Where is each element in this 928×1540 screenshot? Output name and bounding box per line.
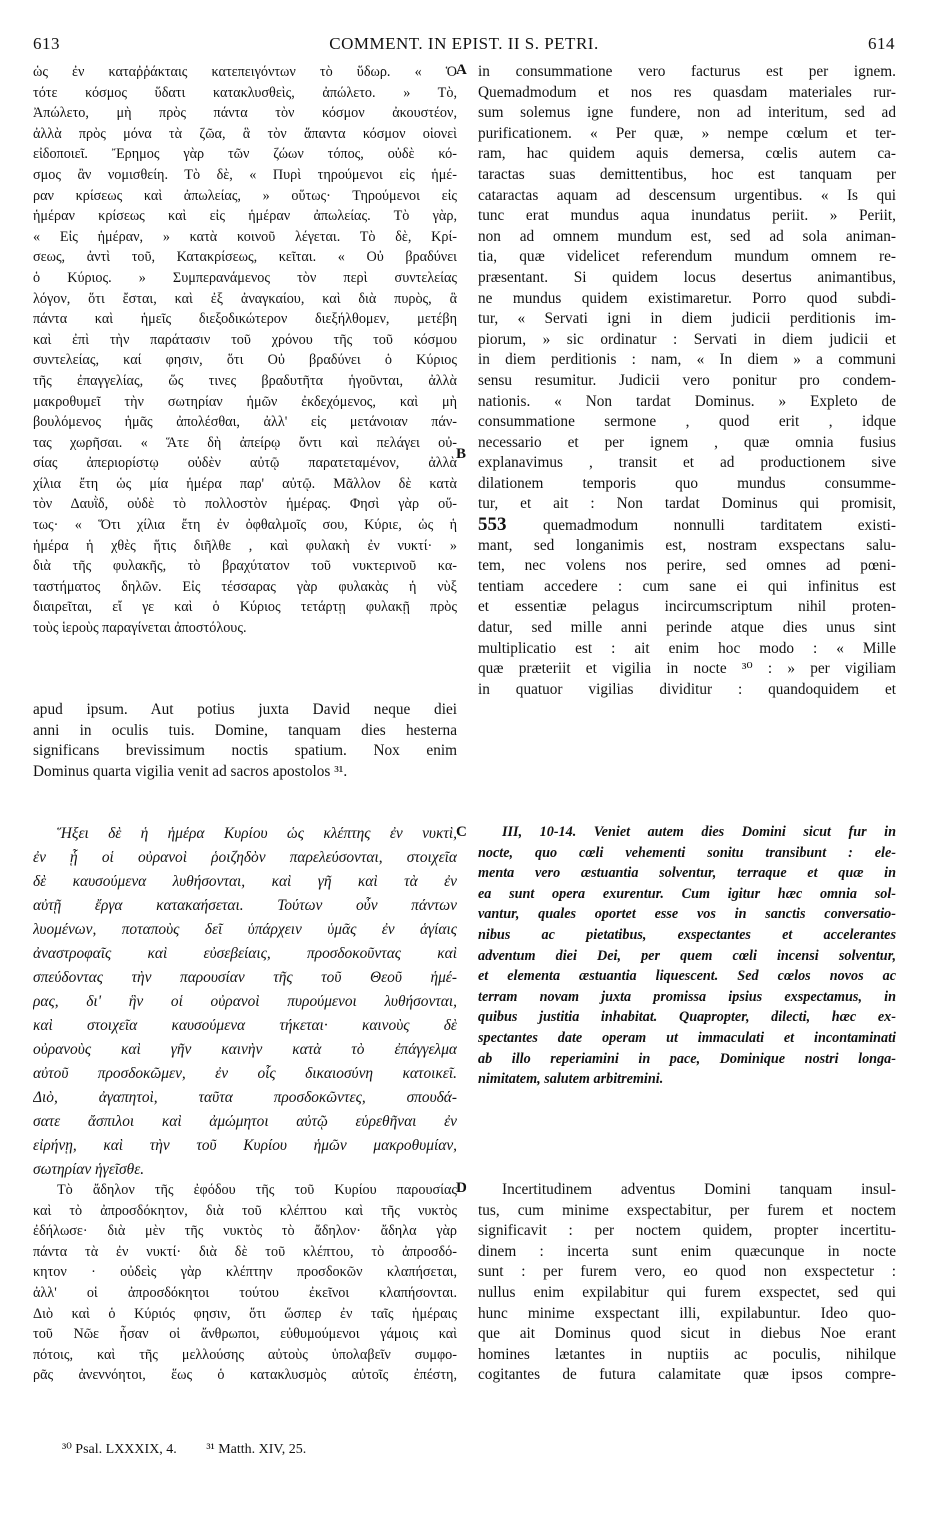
margin-letter-c: C <box>456 824 467 840</box>
text-line: in quatuor vigilias dividitur : quandoquidem et <box>478 680 896 698</box>
text-line: 553 quemadmodum nonnulli tarditatem existi- <box>478 515 896 536</box>
text-line: αὐτοῦ προσδοκῶμεν, ἐν οἷς δικαιοσύνη κατοικεῖ. <box>33 1065 457 1082</box>
text-line: significavit : per noctem quidem, propter incertitu- <box>478 1222 896 1240</box>
text-line: Ἥξει δὲ ἡ ἡμέρα Κυρίου ὡς κλέπτης ἐν νυκτὶ, <box>57 825 457 842</box>
text-line: tus, cum minime exspectabitur, per furem et noctem <box>478 1201 896 1219</box>
text-line: πάντα καὶ ἡμεῖς διεξοδικώτερον διεξήλθομεν, μετέβη <box>33 311 457 328</box>
greek-block-c <box>33 822 457 1182</box>
text-line: καὶ στοιχεῖα καυσούμενα τήκεται· καινοὺς δὲ <box>33 1017 457 1034</box>
text-line: ne mundus quidem existimaretur. Porro quod subdi- <box>478 289 896 307</box>
page-number-right: 614 <box>868 34 895 53</box>
text-line: Dominus quarta vigilia venit ad sacros apostolos ³¹. <box>33 762 348 780</box>
text-line: τὸν Δαυῒδ, οὐδὲ τὸ πολλοστὸν ἡμέρας. Φησὶ γὰρ οὕ- <box>33 496 457 513</box>
text-line: quæ præteriit et vigilia in nocte ³⁰ : » per vigiliam <box>478 660 896 678</box>
text-line: significans brevissimum noctis spatium. Nox enim <box>33 742 457 760</box>
greek-block-a <box>33 62 457 639</box>
text-line: in diem perditionis : nam, « In diem » a communi <box>478 351 896 369</box>
text-line: nullus enim expilabitur qui furem exspectet, sed qui <box>478 1283 896 1301</box>
text-line: σμος ἂν νομισθείη. Τὸ δὲ, « Πυρὶ τηρούμενοι εἰς ἡμέ- <box>33 166 457 183</box>
text-line: σπεύδοντας τὴν παρουσίαν τῆς τοῦ Θεοῦ ἡμέ- <box>33 969 457 986</box>
text-line: cogitantes de futura calamitate quæ ipsos compre- <box>478 1366 896 1384</box>
text-line: ea sunt opera exurentur. Cum igitur hæc omnia sol- <box>478 885 896 902</box>
text-line: purificationem. « Per quæ, » nempe cœlum et ter- <box>478 124 896 142</box>
text-line: sum solemus igne fundere, non ad interitum, sed ad <box>478 104 896 122</box>
text-line: ἀλλὰ πρὸς μόνα τὰ ζῶα, ἃ τὸν ἅπαντα κόσμον οἱονεὶ <box>33 125 457 142</box>
text-line: οὐρανοὺς καὶ γῆν καινὴν κατὰ τὸ ἐπάγγελμα <box>33 1041 457 1058</box>
text-line: et essentiæ pelagus incircumscriptum nihil proten- <box>478 598 896 616</box>
text-line: « Εἰς ἡμέραν, » κατὰ κοινοῦ λέγεται. Τὸ δὲ, Κρί- <box>33 228 457 245</box>
text-line: ἐν ᾗ οἱ οὐρανοὶ ῥοιζηδὸν παρελεύσονται, στοιχεῖα <box>33 849 457 866</box>
text-line: ἡμέρα ἡ χθὲς ἥτις διῆλθε , καὶ φυλακὴ ἐν νυκτί· » <box>33 537 457 554</box>
text-line: ὡς ἐν καταῤῥάκταις κατεπειγόντων τὸ ὕδωρ. « Ὁ <box>33 64 457 80</box>
text-line: σίας ἀπεριορίστῳ οὐδὲν αὐτῷ παρατεταμένον, ἀλλὰ <box>33 455 457 472</box>
text-line: tunc erat mundus aqua inundatus periit. » Periit, <box>478 207 896 225</box>
text-line: ἐδήλωσε· διὰ μὲν τῆς νυκτὸς τὸ ἄδηλον· ἄδηλα γὰρ <box>33 1223 457 1240</box>
text-line: piorum, » sic ordinatur : Servati in diem judicii et <box>478 330 896 348</box>
text-line: τῆς ἐπαγγελίας, ὥς τινες βραδυτῆτα ἡγοῦνται, ἀλλὰ <box>33 372 457 389</box>
text-line: ὁ Κύριος. » Συμπερανάμενος τὸν περὶ συντελείας <box>33 269 457 286</box>
text-line: συντελείας, καί φησιν, ὅτι Οὐ βραδύνει ὁ Κύριος <box>33 352 457 369</box>
text-line: vantur, quales oportet esse vos in sanctis conversatio- <box>478 906 896 923</box>
text-line: menta vero æstuantia solventur, terraque et quæ in <box>478 865 896 882</box>
text-line: διὰ τῆς φυλακῆς, τὸ βραχύτατον τοῦ νυκτερινοῦ κα- <box>33 558 457 575</box>
text-line: terram novam juxta promissa ipsius exspectamus, in <box>478 988 896 1005</box>
text-line: præsentant. Si quidem locus desertus animantibus, <box>478 268 896 286</box>
text-line: τότε κόσμος ὕδατι κατακλυσθεὶς, ἀπώλετο. » Τὸ, <box>33 84 457 101</box>
text-line: adventum diei Dei, per quem cœli incensi solventur, <box>478 947 896 964</box>
text-line: δὲ καυσούμενα λυθήσονται, καὶ γῆ καὶ τὰ ἐν <box>33 873 457 890</box>
margin-letter-d: D <box>456 1180 467 1196</box>
text-line: λόγον, ὅτι ἔσται, καὶ ἐξ ἀναγκαίου, καὶ διὰ πυρὸς, ἃ <box>33 290 457 307</box>
text-line: tur, « Servati igni in diem judicii perditionis im- <box>478 310 896 328</box>
text-line: τως· « Ὅτι χίλια ἔτη ἐν ὀφθαλμοῖς σου, Κύριε, ὡς ἡ <box>33 517 457 534</box>
text-line: καὶ τὸ ἀπροσδόκητον, διὰ τοῦ κλέπτου καὶ τῆς νυκτὸς <box>33 1202 457 1219</box>
text-line: χίλια ἔτη ὡς μία ἡμέρα παρ' αὐτῷ. Μᾶλλον δὲ κατὰ <box>33 475 457 492</box>
text-line: necessario et per ignem , quæ omnia fusius <box>478 433 896 451</box>
text-line: anni in oculis tuis. Domine, tanquam dies hesterna <box>33 721 457 739</box>
running-header <box>33 34 895 56</box>
text-line: ἀναστροφαῖς καὶ εὐσεβείαις, προσδοκοῦντας καὶ <box>33 945 457 962</box>
text-line: Τὸ ἄδηλον τῆς ἐφόδου τῆς τοῦ Κυρίου παρουσίας <box>57 1182 457 1198</box>
text-line: dilationem temporis quo mundus consumme- <box>478 474 896 492</box>
text-line: ρᾶς ἀνεννόητοι, ἕως ὁ κατακλυσμὸς αὐτοῖς ἐπέστη, <box>33 1367 457 1384</box>
text-line: non ad omnem mundum est, sed ad sola animan- <box>478 227 896 245</box>
column-number: 553 <box>478 515 543 536</box>
text-line: αὐτῇ ἔργα κατακαήσεται. Τούτων οὖν πάντων <box>33 897 457 914</box>
text-line: nibus ac pietatibus, exspectantes et accelerantes <box>478 926 896 943</box>
text-line: apud ipsum. Aut potius juxta David neque diei <box>33 701 457 718</box>
text-line: dinem : incerta sunt enim quæcunque in nocte <box>478 1242 896 1260</box>
text-line: que ait Dominus quod sicut in diebus Noe erant <box>478 1325 896 1343</box>
text-line: hunc minime exspectant illi, expilabuntur. Ideo quo- <box>478 1304 896 1322</box>
text-line: tia, quæ videlicet referendum mundum omnem re- <box>478 248 896 266</box>
latin-block-a-right <box>478 62 896 700</box>
text-line: consummatione sermone , quod erit , idque <box>478 413 896 431</box>
text-line: quibus justitia inhabitat. Quapropter, dilecti, hæc ex- <box>478 1009 896 1026</box>
text-line: μακροθυμεῖ τὴν σωτηρίαν ἡμῶν ἐκδεχόμενος, καὶ μὴ <box>33 393 457 410</box>
text-line: καὶ ἐπὶ τὴν παράτασιν τοῦ χρόνου τῆς τοῦ κόσμου <box>33 331 457 348</box>
text-line: nocte, quo cœli vehementi sonitu transibunt : ele- <box>478 844 896 861</box>
text-line: nationis. « Non tardat Dominus. » Expleto de <box>478 392 896 410</box>
text-line: tentiam accedere : cum sane ei qui infinitus est <box>478 577 896 595</box>
margin-letter-a: A <box>456 62 467 78</box>
text-line: ab illo reperiamini in pace, Dominique nostri longa- <box>478 1050 896 1067</box>
page-number-left: 613 <box>33 34 60 53</box>
text-line: σωτηρίαν ἡγεῖσθε. <box>33 1161 145 1178</box>
text-line: τας χωρῆσαι. « Ἅτε δὴ ἀπείρῳ ὄντι καὶ πελάγει οὐ- <box>33 434 457 451</box>
latin-block-a-left <box>33 700 457 782</box>
text-line: multiplicatio est : ait enim hoc modo : « Mille <box>478 639 896 657</box>
text-line: explanavimus , transit et ad productionem sive <box>478 454 896 472</box>
text-line: homines lætantes in nuptiis ac poculis, nihilque <box>478 1345 896 1363</box>
text-line: ἀλλ' οἱ ἀπροσδόκητοι τούτου ἐκεῖνοι κλαπήσονται. <box>33 1284 457 1301</box>
text-line: βουλόμενος ἡμᾶς ἀπολέσθαι, ἀλλ' εἰς μετάνοιαν πάν- <box>33 414 457 431</box>
text-line: διαιρεῖται, εἴ γε καὶ ὁ Κύριος τετάρτῃ φυλακῇ πρὸς <box>33 599 457 616</box>
text-line: ἡμέραν κρίσεως καὶ εἰς ἡμέραν ἀπωλείας. Τὸ γὰρ, <box>33 208 457 225</box>
latin-block-c <box>478 822 896 1090</box>
footnote-30: ³⁰ Psal. LXXXIX, 4. <box>62 1442 177 1457</box>
footnotes <box>62 1441 332 1458</box>
text-line: ram, hac quidem aquis demersa, cœlis autem ca- <box>478 145 896 163</box>
text-line: taractas suas demittentibus, hoc est tanquam per <box>478 165 896 183</box>
text-line: πάντα τὰ ἐν νυκτί· διὰ δὲ τοῦ κλέπτου, τὸ ἀπροσδό- <box>33 1243 457 1260</box>
text-line: Διὸ καὶ ὁ Κύριός φησιν, ὅτι ὥσπερ ἐν ταῖς ἡμέραις <box>33 1305 457 1322</box>
text-line: tem, nec volens nos perire, sed omnes ad pœni- <box>478 557 896 575</box>
text-line: tur, et ait : Non tardat Dominus qui promisit, <box>478 495 896 513</box>
text-line: κητον · οὐδεὶς γὰρ κλέπτην προσδοκῶν κλαπήσεται, <box>33 1264 457 1281</box>
latin-block-d <box>478 1180 896 1386</box>
running-title: COMMENT. IN EPIST. II S. PETRI. <box>329 34 599 53</box>
text-line: datur, sed mille anni perinde atque dies unus sint <box>478 619 896 637</box>
text-line: ρας, δι' ἣν οἱ οὐρανοὶ πυρούμενοι λυθήσονται, <box>33 993 457 1010</box>
text-line: Ἀπώλετο, μὴ πρὸς πάντα τὸν κόσμον ἀκουστέον, <box>33 105 457 122</box>
text-line: ταστήματος δηλῶν. Εἰς τέσσαρας γὰρ φυλακὰς ἡ νὺξ <box>33 578 457 595</box>
text-line: III, 10-14. Veniet autem dies Domini sicut fur in <box>502 824 896 840</box>
text-line: ραν κρίσεως καὶ ἀπωλείας, » οὕτως· Τηρούμενοι εἰς <box>33 187 457 204</box>
text-line: in consummatione vero facturus est per ignem. <box>478 63 896 80</box>
text-line: mant, sed longanimis est, nostram exspectans salu- <box>478 536 896 554</box>
text-line: πότοις, καὶ τῆς μελλούσης αὐτοὺς ὑπολαβεῖν συμφο- <box>33 1346 457 1363</box>
margin-letter-b: B <box>456 446 467 462</box>
text-line: cataractas aquam ad descensum urgentibus. « Is qui <box>478 186 896 204</box>
text-line: sunt : per furem vero, eo quod non exspectetur : <box>478 1263 896 1281</box>
text-line: σεως, ἀντὶ τοῦ, Κατακρίσεως, κεῖται. « Οὐ βραδύνει <box>33 249 457 266</box>
text-line: et elementa æstuantia liquescent. Sed cœlos novos ac <box>478 968 896 985</box>
text-line: spectantes date operam ut immaculati et incontaminati <box>478 1029 896 1046</box>
text-line: σατε ἄσπιλοι καὶ ἀμώμητοι αὐτῷ εὑρεθῆναι ἐν <box>33 1113 457 1130</box>
text-line: τοὺς ἱεροὺς παραγίνεται ἀποστόλους. <box>33 620 247 637</box>
text-line: εἰρήνῃ, καὶ τὴν τοῦ Κυρίου ἡμῶν μακροθυμίαν, <box>33 1137 457 1154</box>
text-line: τοῦ Νῶε ἦσαν οἱ ἄνθρωποι, εὐθυμούμενοι γάμοις καὶ <box>33 1326 457 1343</box>
footnote-31: ³¹ Matth. XIV, 25. <box>206 1442 307 1457</box>
text-line: Incertitudinem adventus Domini tanquam insul- <box>502 1181 896 1198</box>
text-line: nimitatem, salutem arbitremini. <box>478 1071 664 1088</box>
text-line: Quemadmodum et nos res quasdam materiales rur- <box>478 83 896 101</box>
greek-block-d <box>33 1180 457 1386</box>
text-line: εἰδοποιεῖ. Ἔρημος γὰρ τῶν ζώων τόπος, οὐδὲ κό- <box>33 146 457 163</box>
text-line: sensu resumitur. Judicii vero ponitur pro condem- <box>478 371 896 389</box>
text-line: λυομένων, ποταποὺς δεῖ ὑπάρχειν ὑμᾶς ἐν ἁγίαις <box>33 921 457 938</box>
text-line: Διὸ, ἀγαπητοὶ, ταῦτα προσδοκῶντες, σπουδά- <box>33 1089 457 1106</box>
